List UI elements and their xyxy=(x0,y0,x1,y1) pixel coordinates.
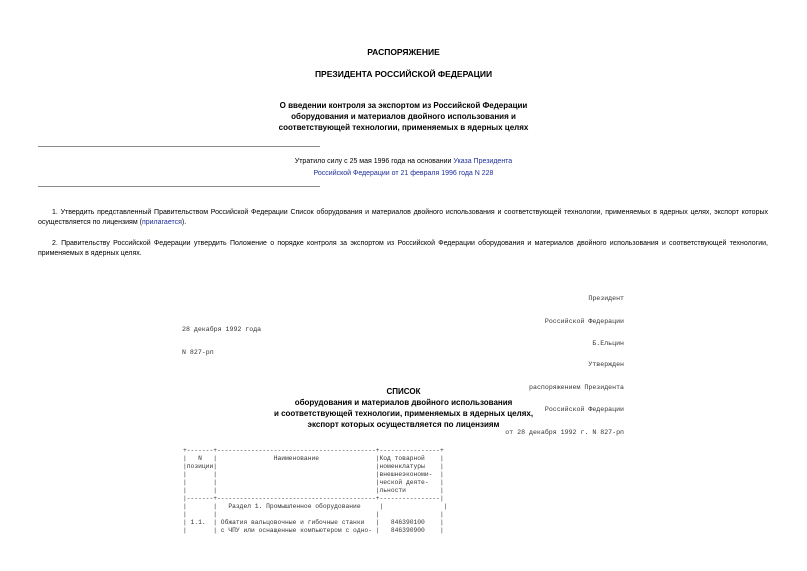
paragraph-2: 2. Правительству Российской Федерации утвердить Положение о порядке контроля за экспортом из Российской Федерации оборудования и материалов двойного использования и соответствующей технологии, применяемых в ядерных целях. xyxy=(38,240,768,257)
equipment-table: +-------+------------------------------------------+----------------+ | N | Наименование |Код товарной | |позиции| |номенклатуры | | | |внешнеэкономи- | | | |ческой деяте- | | | |льности | |-------+------------------------------------------+----------------| | | Раздел 1. Промышленное оборудование | | | | | | | 1.1. | Обжатия вальцовочные и гибочные станки | 846390100 | | | с ЧПУ или оснащенные компьютером с одно- | 846390900 | xyxy=(183,447,448,534)
approval-line: от 28 декабря 1992 г. N 827-рп xyxy=(505,428,624,436)
list-title-line: и соответствующей технологии, применяемых в ядерных целях, xyxy=(273,409,534,418)
document-title-line: О введении контроля за экспортом из Российской Федерации xyxy=(279,101,528,110)
list-title-line: экспорт которых осуществляется по лицензиям xyxy=(307,420,500,429)
decree-link[interactable]: Указа Президента xyxy=(453,158,513,165)
signature-block xyxy=(450,280,624,355)
document-type-heading: РАСПОРЯЖЕНИЕ xyxy=(367,47,440,57)
divider-bottom xyxy=(38,186,320,187)
signature-country: Российской Федерации xyxy=(544,317,624,325)
annex-link[interactable]: прилагается xyxy=(141,219,182,226)
document-title-line: соответствующей технологии, применяемых в ядерных целях xyxy=(278,123,529,132)
signature-name: Б.Ельцин xyxy=(592,340,624,347)
paragraph-1-end: ). xyxy=(181,219,187,226)
validity-text: Утратило силу с 25 мая 1996 года на основании xyxy=(294,158,454,165)
issuer-heading: ПРЕЗИДЕНТА РОССИЙСКОЙ ФЕДЕРАЦИИ xyxy=(314,69,493,79)
approval-line: Утвержден xyxy=(588,361,624,368)
validity-note-line1 xyxy=(0,156,807,168)
decree-date: 28 декабря 1992 года xyxy=(182,326,262,333)
paragraph-1 xyxy=(38,208,768,228)
approval-line: распоряжением Президента xyxy=(529,383,624,391)
list-title-line: оборудования и материалов двойного использования xyxy=(294,398,513,407)
decree-number: N 827-рп xyxy=(182,348,214,356)
approval-line: Российской Федерации xyxy=(544,406,624,413)
list-title-line: СПИСОК xyxy=(386,387,421,396)
list-title xyxy=(0,383,807,430)
divider-top xyxy=(38,146,320,147)
signature-title: Президент xyxy=(588,295,624,302)
date-block xyxy=(182,311,261,364)
paragraph-1-text: 1. Утвердить представленный Правительством Российской Федерации Список оборудования и материалов двойного использования и соответствующей технологии, применяемых в ядерных целях, экспорт которых осуществляется по лицензиям ( xyxy=(38,209,768,226)
validity-note xyxy=(0,156,807,180)
document-title xyxy=(0,100,807,133)
document-title-line: оборудования и материалов двойного использования и xyxy=(291,112,516,121)
decree-link-continued[interactable]: Российской Федерации от 21 февраля 1996 года N 228 xyxy=(313,170,494,177)
